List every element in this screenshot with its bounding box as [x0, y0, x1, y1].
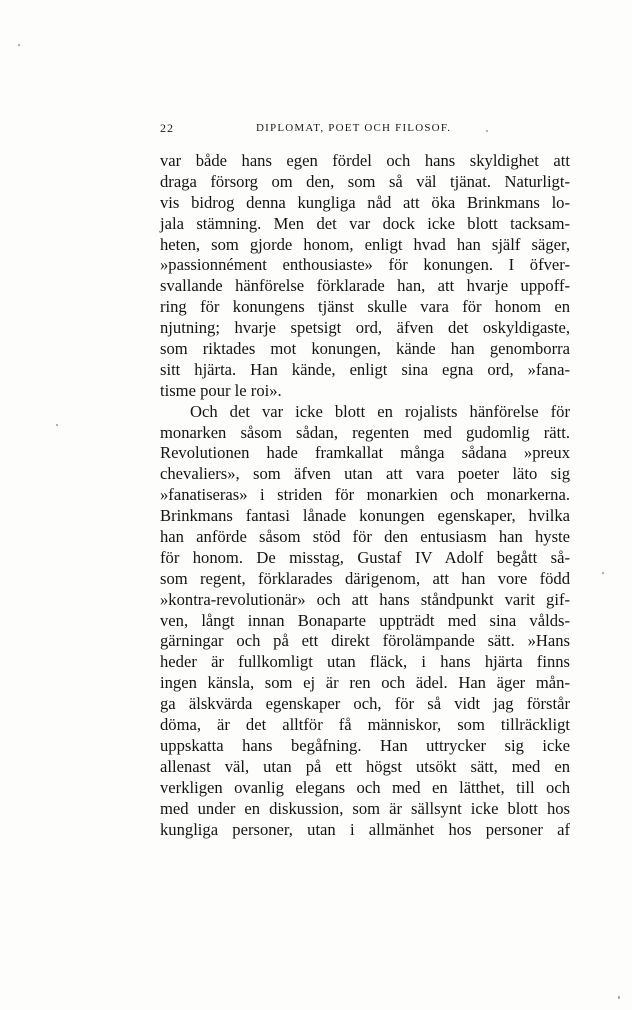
text-line: gärningar och på ett direkt förolämpande sätt. »Hans [160, 631, 570, 651]
text-line: han anförde såsom stöd för den entusiasm han hyste [160, 527, 570, 547]
text-line: heder är fullkomligt utan fläck, i hans hjärta finns [160, 652, 570, 672]
text-line: som regent, förklarades därigenom, att han vore född [160, 568, 570, 588]
text-line: ingen känsla, som ej är ren och ädel. Han äger mån- [160, 673, 570, 693]
text-line: vis bidrog denna kungliga nåd att öka Brinkmans lo- [160, 192, 570, 212]
text-line: »fanatiseras» i striden för monarkien och monarkerna. [160, 485, 570, 505]
text-line: tisme pour le roi». [160, 380, 282, 400]
text-line: verkligen ovanlig elegans och med en lätthet, till och [160, 777, 570, 797]
page-header [160, 121, 570, 139]
text-line: Revolutionen hade framkallat många sådana »preux [160, 443, 570, 463]
body-text [160, 151, 570, 840]
text-line: allenast väl, utan på ett högst utsökt sätt, med en [160, 756, 570, 776]
text-line: Brinkmans fantasi lånade konungen egenskaper, hvilka [160, 506, 570, 526]
text-line: njutning; hvarje spetsigt ord, äfven det oskyldigaste, [160, 318, 570, 338]
text-line: ring för konungens tjänst skulle vara för honom en [160, 297, 570, 317]
paper-speck [618, 996, 620, 999]
text-line: monarken såsom sådan, regenten med gudomlig rätt. [160, 422, 570, 442]
text-line: Och det var icke blott en rojalists hänförelse för [190, 401, 570, 421]
running-title: DIPLOMAT, POET OCH FILOSOF. [256, 122, 452, 134]
text-line: döma, är det alltför få människor, som tillräckligt [160, 715, 570, 735]
paper-speck [486, 130, 488, 132]
text-line: heten, som gjorde honom, enligt hvad han själf säger, [160, 234, 570, 254]
paper-speck [602, 572, 604, 574]
text-line: »kontra-revolutionär» och att hans ståndpunkt varit gif- [160, 589, 570, 609]
text-line: ven, långt innan Bonaparte uppträdt med sina vålds- [160, 610, 570, 630]
text-line: »passionnément enthousiaste» för konungen. I öfver- [160, 255, 570, 275]
text-line: ga älskvärda egenskaper och, för så vidt jag förstår [160, 694, 570, 714]
text-line: draga försorg om den, som så väl tjänat. Naturligt- [160, 171, 570, 191]
text-line: uppskatta hans begåfning. Han uttrycker sig icke [160, 735, 570, 755]
page-number: 22 [160, 121, 174, 135]
text-line: med under en diskussion, som är sällsynt icke blott hos [160, 798, 570, 818]
text-line: för honom. De misstag, Gustaf IV Adolf begått så- [160, 547, 570, 567]
paper-speck [18, 44, 20, 46]
text-line: sitt hjärta. Han kände, enligt sina egna ord, »fana- [160, 359, 570, 379]
text-line: som riktades mot konungen, kände han genomborra [160, 339, 570, 359]
text-line: kungliga personer, utan i allmänhet hos personer af [160, 819, 570, 839]
text-line: var både hans egen fördel och hans skyldighet att [160, 151, 570, 170]
text-line: jala stämning. Men det var dock icke blott tacksam- [160, 213, 570, 233]
paper-speck [56, 424, 58, 426]
text-line: svallande hänförelse förklarade han, att hvarje uppoff- [160, 276, 570, 296]
text-line: chevaliers», som äfven utan att vara poeter läto sig [160, 464, 570, 484]
